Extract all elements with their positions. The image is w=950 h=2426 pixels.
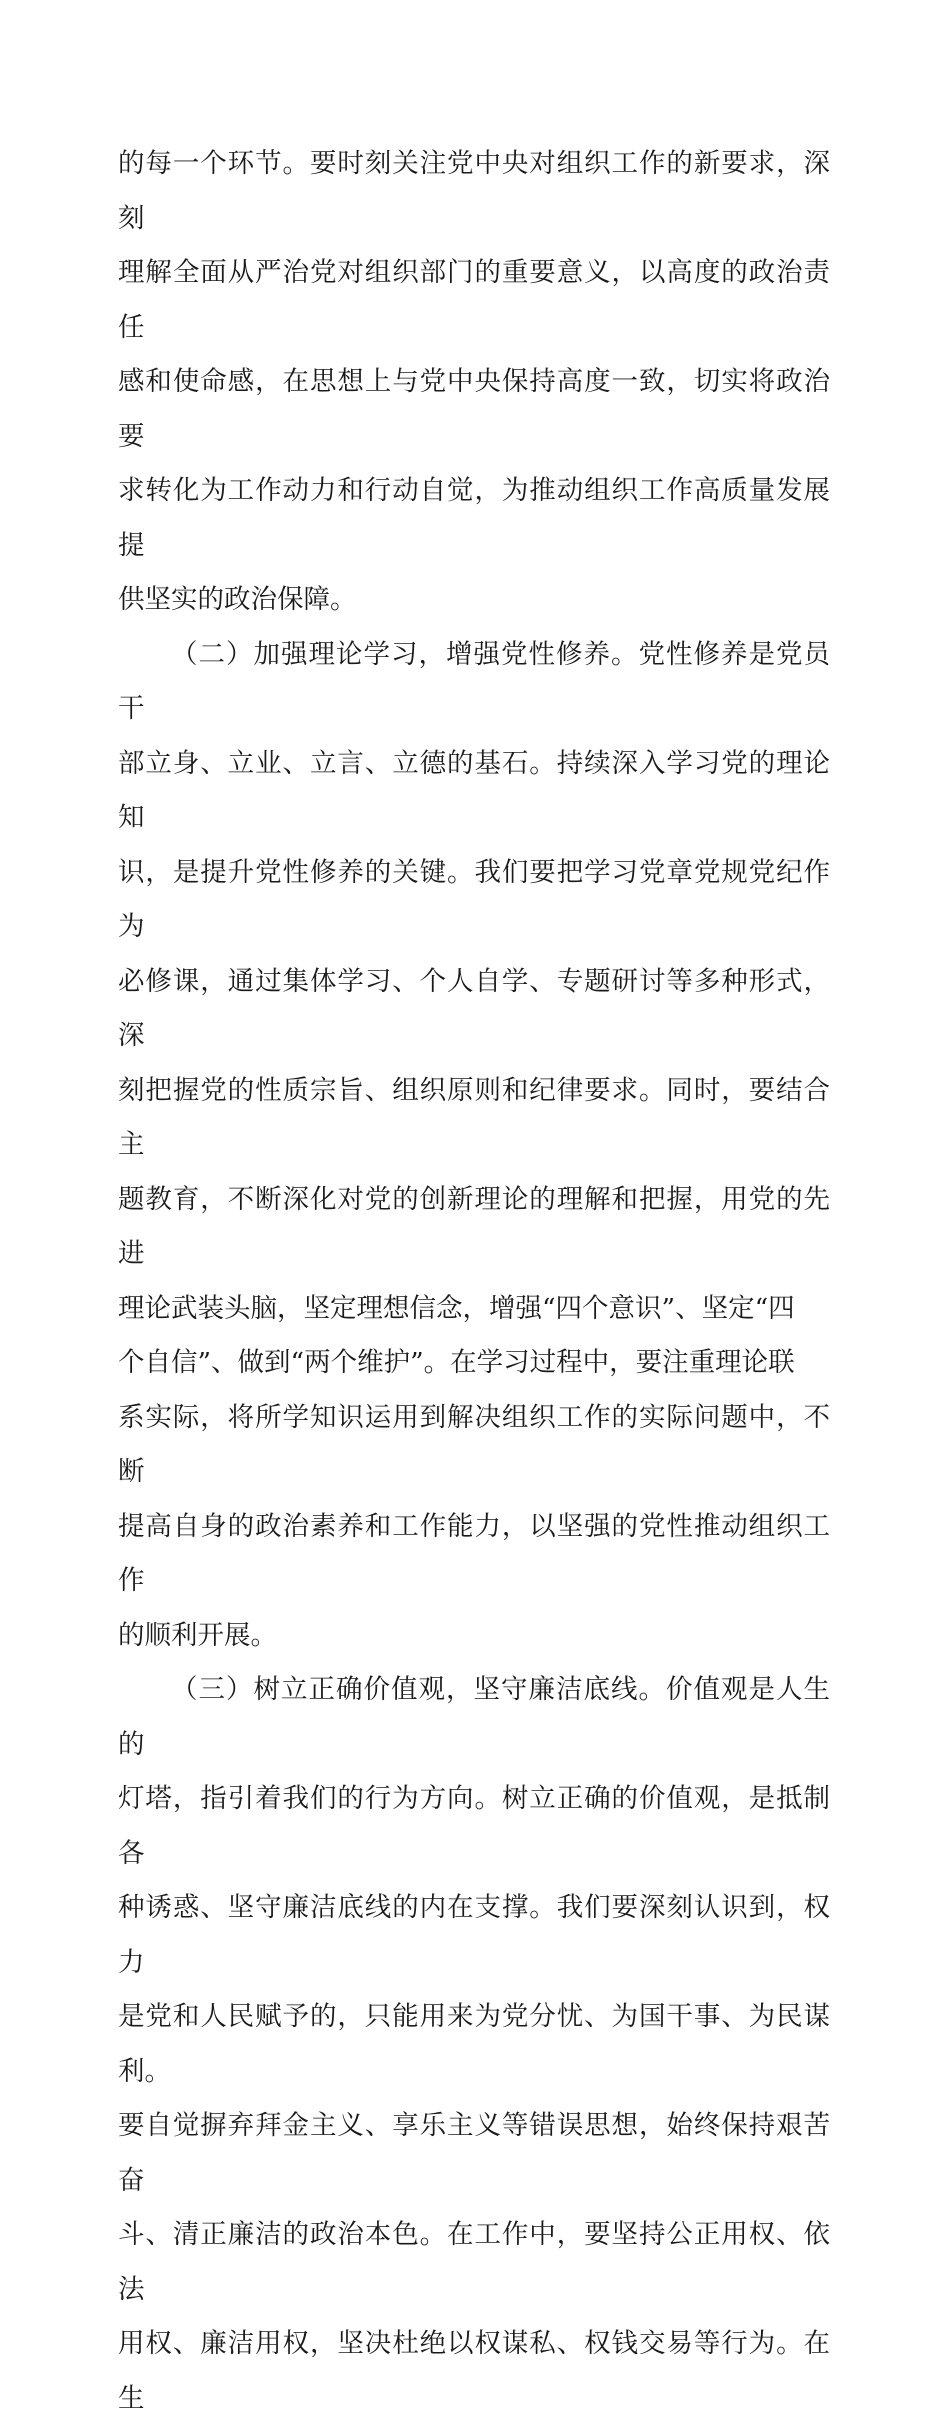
paragraph-section-3: （三）树立正确价值观，坚守廉洁底线。价值观是人生的 灯塔，指引着我们的行为方向。树立正确的价值观，是抵制各 种诱惑、坚守廉洁底线的内在支撑。我们要深刻认识到，权力 是党和人民赋予的，只能用来为党分忧、为国干事、为民谋利。 要自觉摒弃拜金主义、享乐主义等错误思想，始终保持艰苦奋 斗、清正廉洁的政治本色。在工作中，要坚持公正用权、依法 用权、廉洁用权，坚决杜绝以权谋私、权钱交易等行为。在生 bbox=[118, 1674, 830, 2414]
document-body bbox=[118, 137, 830, 2426]
paragraph-section-2: （二）加强理论学习，增强党性修养。党性修养是党员干 部立身、立业、立言、立德的基石。持续深入学习党的理论知 识，是提升党性修养的关键。我们要把学习党章党规党纪作为 必修课，通过集体学习、个人自学、专题研讨等多种形式，深 刻把握党的性质宗旨、组织原则和纪律要求。同时，要结合主 题教育，不断深化对党的创新理论的理解和把握，用党的先进 理论武装头脑，坚定理想信念，增强“四个意识”、坚定“四 个自信”、做到“两个维护”。在学习过程中，要注重理论联 系实际，将所学知识运用到解决组织工作的实际问题中，不断 提高自身的政治素养和工作能力，以坚强的党性推动组织工作 的顺利开展。 bbox=[118, 638, 830, 1651]
paragraph-continuation: 的每一个环节。要时刻关注党中央对组织工作的新要求，深刻 理解全面从严治党对组织部门的重要意义，以高度的政治责任 感和使命感，在思想上与党中央保持高度一致，切实将政治要 求转化为工作动力和行动自觉，为推动组织工作高质量发展提 供坚实的政治保障。 bbox=[118, 148, 830, 615]
